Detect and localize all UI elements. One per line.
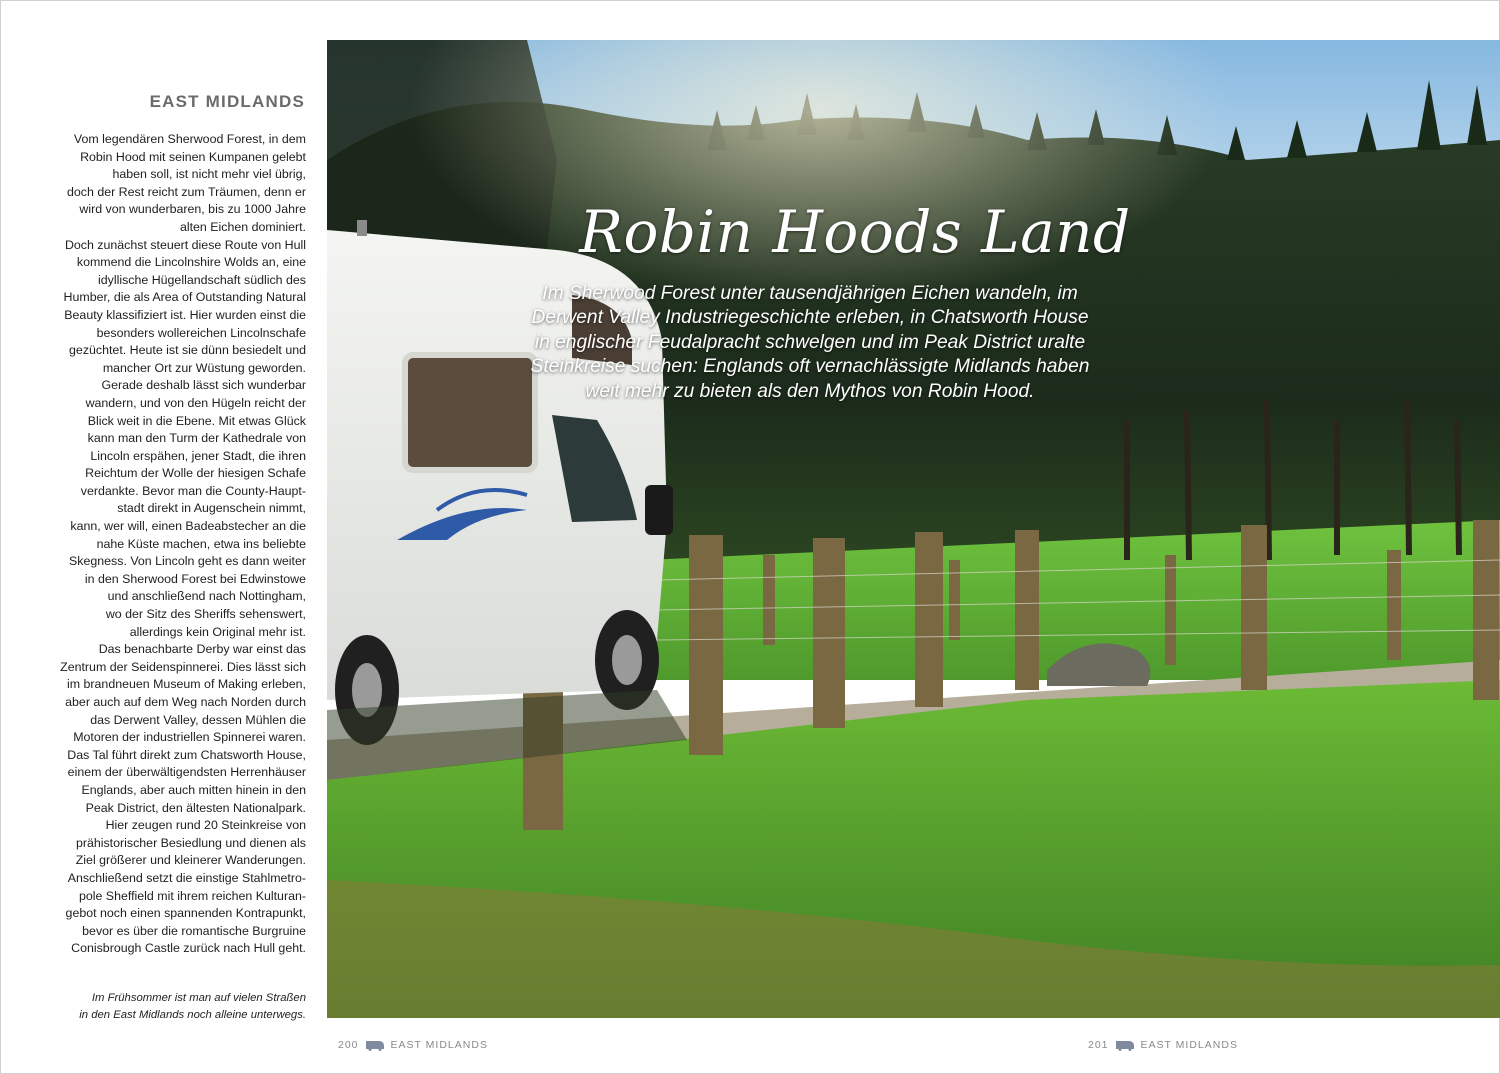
page-number-left: 200 [338,1039,359,1051]
body-text-line: wo der Sitz des Sheriffs sehenswert, [105,607,306,622]
intro-line: Derwent Valley Industriegeschichte erleben, in Chatsworth House [531,307,1089,329]
body-text-line: Conisbrough Castle zurück nach Hull geht. [71,941,306,956]
body-text-line: doch der Rest reicht zum Träumen, denn er [67,184,306,199]
body-text-line: wandern, und von den Hügeln reicht der [85,395,306,410]
headline: Robin Hoods Land [579,198,1131,266]
body-text-line: nahe Küste machen, etwa ins beliebte [96,536,306,551]
photo-caption [50,990,306,1023]
intro-line: in englischer Feudalpracht schwelgen und im Peak District uralte [534,331,1086,353]
body-text-line: prähistorischer Besiedlung und dienen als [75,835,306,850]
body-text-line: in den Sherwood Forest bei Edwinstowe [84,571,306,586]
body-text-line: Lincoln erspähen, jener Stadt, die ihren [90,448,306,463]
body-text-line: alten Eichen dominiert. [179,219,306,234]
body-text-line: verdankte. Bevor man die County-Haupt- [80,483,306,498]
body-text-line: im brandneuen Museum of Making erleben, [67,677,306,692]
intro-line: weit mehr zu bieten als den Mythos von Robin Hood. [585,380,1035,402]
body-text-line: stadt direkt in Augenschein nimmt, [117,501,306,516]
body-text-line: besonders wollereichen Lincolnschafe [96,325,306,340]
page-number-right: 201 [1088,1039,1109,1051]
body-text-line: mancher Ort zur Wüstung geworden. [102,360,306,375]
body-text-line: Doch zunächst steuert diese Route von Hull [64,237,306,252]
body-text-line: Peak District, den ältesten Nationalpark. [85,800,306,815]
body-text-line: Das Tal führt direkt zum Chatsworth House, [67,747,306,762]
body-text-line: Humber, die als Area of Outstanding Natural [63,290,306,305]
body-text-line: Ziel größerer und kleinerer Wanderungen. [75,853,306,868]
body-text-line: kann man den Turm der Kathedrale von [87,431,306,446]
body-text [50,131,306,958]
body-text-line: Zentrum der Seidenspinnerei. Dies lässt sich [60,659,306,674]
body-text-line: Blick weit in die Ebene. Mit etwas Glück [87,413,306,428]
body-text-line: Beauty klassifiziert ist. Hier wurden einst die [64,307,306,322]
body-text-line: kann, wer will, einen Badeabstecher an die [70,519,306,534]
body-text-line: allerdings kein Original mehr ist. [129,624,306,639]
body-text-line: Anschließend setzt die einstige Stahlmetro- [67,870,306,885]
body-text-line: Englands, aber auch mitten hinein in den [81,782,306,797]
body-text-line: Motoren der industriellen Spinnerei waren. [73,730,306,745]
body-text-line: Robin Hood mit seinen Kumpanen gelebt [80,149,306,164]
camper-van-icon [1115,1039,1135,1051]
region-title: EAST MIDLANDS [149,92,305,111]
body-text-line: kommend die Lincolnshire Wolds an, eine [76,255,306,270]
camper-van-icon [365,1039,385,1051]
intro-line: Im Sherwood Forest unter tausendjährigen Eichen wandeln, im [542,283,1078,304]
body-text-line: bevor es über die romantische Burgruine [82,923,306,938]
body-text-line: idyllische Hügellandschaft südlich des [97,272,306,287]
body-text-line: haben soll, ist nicht mehr viel übrig, [112,167,306,182]
intro-line: Steinkreise suchen: Englands oft vernachlässigte Midlands haben [530,356,1090,378]
body-text-line: Reichtum der Wolle der hiesigen Schafe [85,466,306,481]
body-text-line: aber auch auf dem Weg nach Norden durch [65,695,306,709]
body-text-line: Vom legendären Sherwood Forest, in dem [73,132,306,146]
hero-photo [327,40,1500,1018]
section-name-left: EAST MIDLANDS [390,1039,488,1051]
body-text-line: gebot noch einen spannenden Kontrapunkt, [65,906,306,921]
footer-left [338,1039,488,1051]
body-text-line: pole Sheffield mit ihrem reichen Kulturan- [78,888,306,903]
body-text-line: Das benachbarte Derby war einst das [98,642,306,657]
body-text-line: Gerade deshalb lässt sich wunderbar [101,378,306,393]
intro-text [480,282,1140,404]
section-name-right: EAST MIDLANDS [1140,1039,1238,1051]
body-text-line: gezüchtet. Heute ist sie dünn besiedelt und [69,343,306,358]
body-text-line: Skegness. Von Lincoln geht es dann weiter [69,554,306,569]
footer-right [1088,1039,1238,1051]
caption-line: in den East Midlands noch alleine unterwegs. [79,1008,306,1021]
body-text-line: einem der überwältigendsten Herrenhäuser [67,765,306,780]
body-text-line: wird von wunderbaren, bis zu 1000 Jahre [79,202,306,217]
body-text-line: das Derwent Valley, dessen Mühlen die [90,712,306,727]
body-text-line: Hier zeugen rund 20 Steinkreise von [105,818,306,833]
caption-line: Im Frühsommer ist man auf vielen Straßen [91,992,306,1004]
body-text-line: und anschließend nach Nottingham, [107,589,306,604]
